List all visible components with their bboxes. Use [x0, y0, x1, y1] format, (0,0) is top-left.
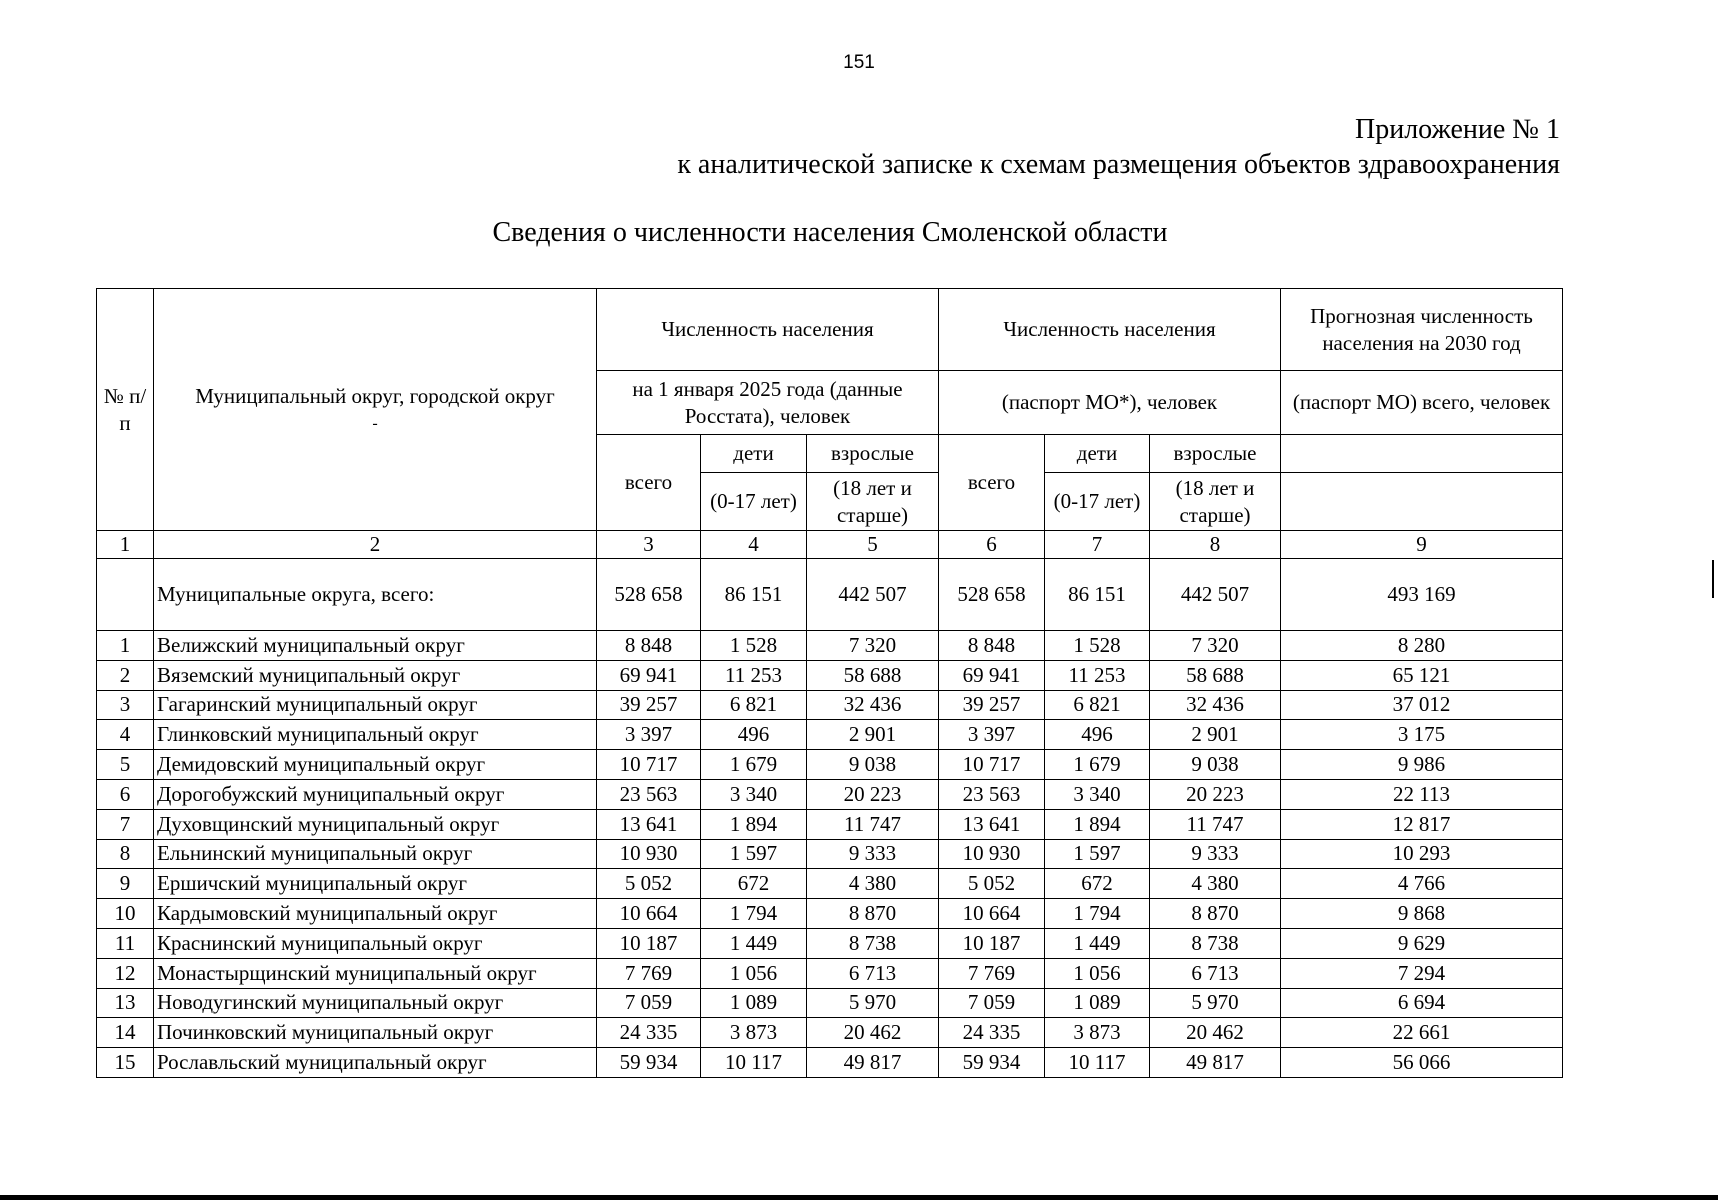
row-value: 4 380: [1150, 869, 1281, 899]
row-district-name: Ершичский муниципальный округ: [154, 869, 597, 899]
row-value: 3 873: [701, 1018, 807, 1048]
header-adults-1: взрослые: [807, 435, 939, 473]
row-value: 32 436: [807, 690, 939, 720]
column-number: 9: [1281, 531, 1563, 559]
population-table: [96, 288, 1563, 1078]
table-row: [97, 779, 1563, 809]
row-district-name: Велижский муниципальный округ: [154, 631, 597, 661]
row-value: 496: [701, 720, 807, 750]
row-value: 22 113: [1281, 779, 1563, 809]
total-value: 442 507: [807, 559, 939, 631]
table-row: [97, 1018, 1563, 1048]
row-number: 4: [97, 720, 154, 750]
header-name: [154, 289, 597, 531]
header-group2-sub: (паспорт МО*), человек: [939, 371, 1281, 435]
column-number: 5: [807, 531, 939, 559]
row-number: 3: [97, 690, 154, 720]
row-value: 12 817: [1281, 809, 1563, 839]
header-name-text: Муниципальный округ, городской округ: [195, 383, 555, 408]
row-number: 7: [97, 809, 154, 839]
header-name-dash: -: [372, 414, 378, 432]
row-value: 1 894: [1045, 809, 1150, 839]
row-value: 22 661: [1281, 1018, 1563, 1048]
row-value: 49 817: [1150, 1048, 1281, 1078]
total-row: [97, 559, 1563, 631]
row-number: 15: [97, 1048, 154, 1078]
row-value: 672: [701, 869, 807, 899]
row-value: 20 462: [1150, 1018, 1281, 1048]
row-number: 9: [97, 869, 154, 899]
header-group3-top: Прогнозная численность населения на 2030 год: [1281, 289, 1563, 371]
header-children-age-2: (0-17 лет): [1045, 473, 1150, 531]
row-value: 10 117: [1045, 1048, 1150, 1078]
header-children-1: дети: [701, 435, 807, 473]
row-district-name: Краснинский муниципальный округ: [154, 928, 597, 958]
row-value: 1 089: [1045, 988, 1150, 1018]
table-row: [97, 958, 1563, 988]
row-value: 3 397: [939, 720, 1045, 750]
table-row: [97, 899, 1563, 929]
row-value: 11 253: [1045, 660, 1150, 690]
row-value: 39 257: [939, 690, 1045, 720]
row-number: 13: [97, 988, 154, 1018]
total-value: 493 169: [1281, 559, 1563, 631]
row-value: 32 436: [1150, 690, 1281, 720]
row-value: 1 056: [701, 958, 807, 988]
row-value: 10 187: [597, 928, 701, 958]
table-row: [97, 988, 1563, 1018]
appendix-title: Приложение № 1: [1355, 114, 1560, 145]
row-district-name: Гагаринский муниципальный округ: [154, 690, 597, 720]
header-total-1: всего: [597, 435, 701, 531]
row-value: 4 380: [807, 869, 939, 899]
column-number: 3: [597, 531, 701, 559]
row-value: 11 747: [1150, 809, 1281, 839]
column-number: 8: [1150, 531, 1281, 559]
row-number: 5: [97, 750, 154, 780]
appendix-subtitle: к аналитической записке к схемам размещения объектов здравоохранения: [677, 149, 1560, 180]
row-value: 24 335: [939, 1018, 1045, 1048]
header-adults-age-2: (18 лет и старше): [1150, 473, 1281, 531]
row-value: 6 821: [701, 690, 807, 720]
row-value: 59 934: [939, 1048, 1045, 1078]
row-value: 10 293: [1281, 839, 1563, 869]
row-district-name: Глинковский муниципальный округ: [154, 720, 597, 750]
row-value: 11 747: [807, 809, 939, 839]
header-adults-2: взрослые: [1150, 435, 1281, 473]
row-value: 8 870: [1150, 899, 1281, 929]
table-row: [97, 720, 1563, 750]
table-row: [97, 750, 1563, 780]
row-value: 8 280: [1281, 631, 1563, 661]
table-row: [97, 631, 1563, 661]
scan-bottom-edge: [0, 1195, 1718, 1200]
row-value: 6 713: [1150, 958, 1281, 988]
header-adults-age-1: (18 лет и старше): [807, 473, 939, 531]
row-value: 10 717: [939, 750, 1045, 780]
scan-edge-mark: [1712, 560, 1714, 598]
column-number: 4: [701, 531, 807, 559]
row-value: 7 294: [1281, 958, 1563, 988]
total-value: 442 507: [1150, 559, 1281, 631]
row-value: 10 930: [597, 839, 701, 869]
row-value: 23 563: [597, 779, 701, 809]
header-blank-a: [1281, 435, 1563, 473]
row-district-name: Духовщинский муниципальный округ: [154, 809, 597, 839]
row-value: 9 629: [1281, 928, 1563, 958]
row-district-name: Демидовский муниципальный округ: [154, 750, 597, 780]
row-value: 59 934: [597, 1048, 701, 1078]
header-children-age-1: (0-17 лет): [701, 473, 807, 531]
total-label: Муниципальные округа, всего:: [154, 559, 597, 631]
row-value: 1 794: [1045, 899, 1150, 929]
row-value: 8 738: [1150, 928, 1281, 958]
row-value: 20 462: [807, 1018, 939, 1048]
row-value: 39 257: [597, 690, 701, 720]
row-value: 3 175: [1281, 720, 1563, 750]
table-row: [97, 809, 1563, 839]
row-value: 69 941: [939, 660, 1045, 690]
row-value: 1 528: [701, 631, 807, 661]
row-value: 10 664: [597, 899, 701, 929]
header-group1-sub: на 1 января 2025 года (данные Росстата), человек: [597, 371, 939, 435]
row-value: 1 056: [1045, 958, 1150, 988]
table-row: [97, 660, 1563, 690]
row-value: 65 121: [1281, 660, 1563, 690]
row-value: 7 320: [807, 631, 939, 661]
row-value: 9 986: [1281, 750, 1563, 780]
row-number: 6: [97, 779, 154, 809]
row-district-name: Дорогобужский муниципальный округ: [154, 779, 597, 809]
table-row: [97, 690, 1563, 720]
appendix-caption: [677, 112, 1560, 182]
column-number-row: [97, 531, 1563, 559]
document-title: Сведения о численности населения Смоленской области: [492, 217, 1168, 248]
row-value: 5 052: [597, 869, 701, 899]
row-value: 3 340: [1045, 779, 1150, 809]
row-value: 10 187: [939, 928, 1045, 958]
page-number: 151: [843, 52, 875, 73]
row-number: 2: [97, 660, 154, 690]
total-value: 528 658: [939, 559, 1045, 631]
column-number: 7: [1045, 531, 1150, 559]
total-value: 528 658: [597, 559, 701, 631]
row-value: 6 694: [1281, 988, 1563, 1018]
row-district-name: Вяземский муниципальный округ: [154, 660, 597, 690]
row-value: 8 848: [597, 631, 701, 661]
row-value: 6 821: [1045, 690, 1150, 720]
row-value: 672: [1045, 869, 1150, 899]
row-value: 5 052: [939, 869, 1045, 899]
row-value: 1 894: [701, 809, 807, 839]
row-value: 7 769: [939, 958, 1045, 988]
row-value: 10 930: [939, 839, 1045, 869]
row-district-name: Починковский муниципальный округ: [154, 1018, 597, 1048]
row-value: 56 066: [1281, 1048, 1563, 1078]
row-value: 10 117: [701, 1048, 807, 1078]
row-value: 69 941: [597, 660, 701, 690]
row-value: 10 664: [939, 899, 1045, 929]
row-number: 11: [97, 928, 154, 958]
total-num-cell: [97, 559, 154, 631]
total-value: 86 151: [701, 559, 807, 631]
row-value: 20 223: [1150, 779, 1281, 809]
header-group3-sub: (паспорт МО) всего, человек: [1281, 371, 1563, 435]
row-value: 9 333: [807, 839, 939, 869]
row-value: 7 769: [597, 958, 701, 988]
row-value: 1 679: [1045, 750, 1150, 780]
row-district-name: Кардымовский муниципальный округ: [154, 899, 597, 929]
row-district-name: Рославльский муниципальный округ: [154, 1048, 597, 1078]
table-row: [97, 869, 1563, 899]
row-value: 13 641: [597, 809, 701, 839]
row-value: 13 641: [939, 809, 1045, 839]
row-value: 3 873: [1045, 1018, 1150, 1048]
row-value: 3 397: [597, 720, 701, 750]
row-number: 10: [97, 899, 154, 929]
total-value: 86 151: [1045, 559, 1150, 631]
header-children-2: дети: [1045, 435, 1150, 473]
row-district-name: Новодугинский муниципальный округ: [154, 988, 597, 1018]
row-value: 7 059: [939, 988, 1045, 1018]
row-value: 24 335: [597, 1018, 701, 1048]
header-num: № п/п: [97, 289, 154, 531]
row-value: 496: [1045, 720, 1150, 750]
row-value: 23 563: [939, 779, 1045, 809]
row-value: 2 901: [1150, 720, 1281, 750]
row-value: 1 449: [1045, 928, 1150, 958]
row-district-name: Ельнинский муниципальный округ: [154, 839, 597, 869]
header-group1-top: Численность населения: [597, 289, 939, 371]
row-value: 7 320: [1150, 631, 1281, 661]
row-number: 8: [97, 839, 154, 869]
row-value: 37 012: [1281, 690, 1563, 720]
row-number: 14: [97, 1018, 154, 1048]
row-value: 9 868: [1281, 899, 1563, 929]
row-number: 1: [97, 631, 154, 661]
row-value: 1 597: [1045, 839, 1150, 869]
column-number: 2: [154, 531, 597, 559]
row-value: 1 089: [701, 988, 807, 1018]
column-number: 1: [97, 531, 154, 559]
row-value: 58 688: [1150, 660, 1281, 690]
row-value: 7 059: [597, 988, 701, 1018]
row-value: 1 449: [701, 928, 807, 958]
row-value: 10 717: [597, 750, 701, 780]
table-row: [97, 839, 1563, 869]
row-value: 49 817: [807, 1048, 939, 1078]
header-group2-top: Численность населения: [939, 289, 1281, 371]
row-value: 8 870: [807, 899, 939, 929]
row-value: 1 794: [701, 899, 807, 929]
row-value: 1 528: [1045, 631, 1150, 661]
row-value: 58 688: [807, 660, 939, 690]
table-row: [97, 1048, 1563, 1078]
row-district-name: Монастырщинский муниципальный округ: [154, 958, 597, 988]
row-value: 1 597: [701, 839, 807, 869]
header-blank-b: [1281, 473, 1563, 531]
row-value: 1 679: [701, 750, 807, 780]
row-value: 8 848: [939, 631, 1045, 661]
row-value: 11 253: [701, 660, 807, 690]
column-number: 6: [939, 531, 1045, 559]
row-value: 2 901: [807, 720, 939, 750]
table-row: [97, 928, 1563, 958]
header-total-2: всего: [939, 435, 1045, 531]
row-value: 20 223: [807, 779, 939, 809]
row-value: 6 713: [807, 958, 939, 988]
row-value: 9 333: [1150, 839, 1281, 869]
row-number: 12: [97, 958, 154, 988]
row-value: 5 970: [807, 988, 939, 1018]
row-value: 5 970: [1150, 988, 1281, 1018]
row-value: 8 738: [807, 928, 939, 958]
row-value: 9 038: [807, 750, 939, 780]
row-value: 9 038: [1150, 750, 1281, 780]
row-value: 4 766: [1281, 869, 1563, 899]
row-value: 3 340: [701, 779, 807, 809]
